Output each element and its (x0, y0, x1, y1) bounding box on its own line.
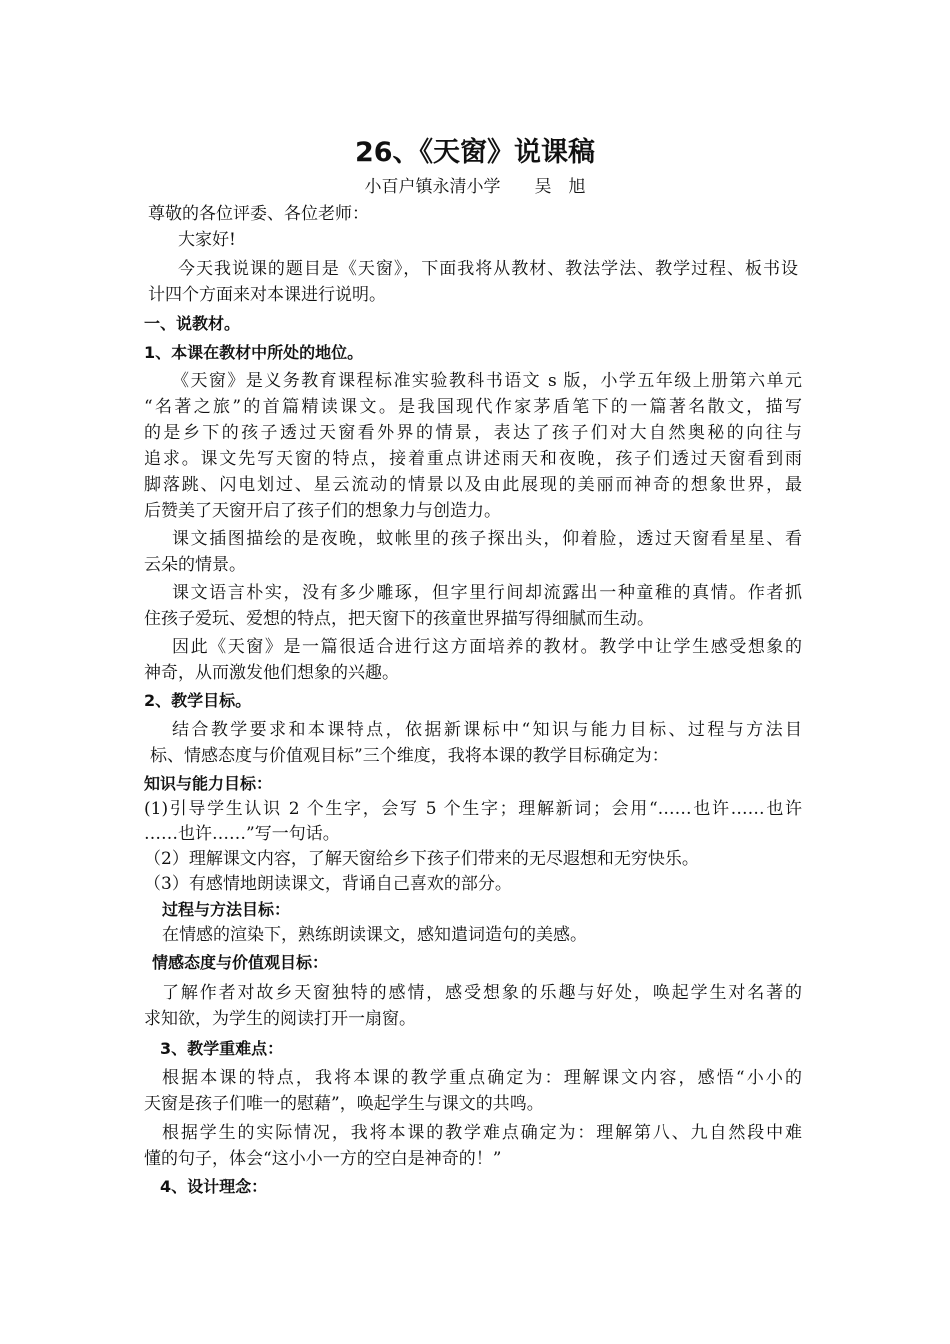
goal-text: 求知欲，为学生的阅读打开一扇窗。 (144, 1009, 416, 1029)
paragraph-line: 天窗是孩子们唯一的慰藉”，唤起学生与课文的共鸣。 (144, 1094, 544, 1114)
subsection-heading: 3、教学重难点： (160, 1039, 284, 1058)
goal-heading: 知识与能力目标： (144, 774, 273, 793)
section-heading: 一、说教材。 (144, 314, 241, 333)
author-line: 小百户镇永清小学 吴 旭 (364, 177, 586, 197)
paragraph-line: 《天窗》是义务教育课程标准实验教科书语文 s 版，小学五年级上册第六单元 (172, 371, 802, 391)
paragraph-line: 因此《天窗》是一篇很适合进行这方面培养的教材。教学中让学生感受想象的 (172, 637, 802, 657)
paragraph-line: 云朵的情景。 (144, 555, 246, 575)
goal-item: (1)引导学生认识 2 个生字，会写 5 个生字；理解新词；会用“……也许……也许 (144, 799, 802, 819)
goal-heading: 情感态度与价值观目标： (152, 953, 329, 972)
intro-line: 今天我说课的题目是《天窗》，下面我将从教材、教法学法、教学过程、板书设 (178, 259, 798, 279)
goal-item: ……也许……”写一句话。 (144, 824, 340, 844)
paragraph-line: “名著之旅”的首篇精读课文。是我国现代作家茅盾笔下的一篇著名散文，描写 (144, 397, 802, 417)
paragraph-line: 课文语言朴实，没有多少雕琢，但字里行间却流露出一种童稚的真情。作者抓 (172, 583, 802, 603)
goal-heading: 过程与方法目标： (162, 900, 291, 919)
goal-item: （3）有感情地朗读课文，背诵自己喜欢的部分。 (144, 874, 512, 894)
paragraph-line: 结合教学要求和本课特点，依据新课标中“知识与能力目标、过程与方法目 (172, 720, 802, 740)
paragraph-line: 后赞美了天窗开启了孩子们的想象力与创造力。 (144, 501, 501, 521)
intro-line: 计四个方面来对本课进行说明。 (148, 285, 386, 305)
paragraph-line: 根据本课的特点，我将本课的教学重点确定为：理解课文内容，感悟“小小的 (162, 1068, 802, 1088)
paragraph-line: 神奇，从而激发他们想象的兴趣。 (144, 663, 399, 683)
subsection-heading: 1、本课在教材中所处的地位。 (144, 343, 364, 362)
subsection-heading: 4、设计理念： (160, 1177, 268, 1196)
paragraph-line: 懂的句子，体会“这小小一方的空白是神奇的！” (144, 1149, 502, 1169)
greeting: 大家好! (178, 230, 236, 250)
subsection-heading: 2、教学目标。 (144, 691, 252, 710)
paragraph-line: 的是乡下的孩子透过天窗看外界的情景，表达了孩子们对大自然奥秘的向往与 (144, 423, 802, 443)
paragraph-line: 标、情感态度与价值观目标”三个维度，我将本课的教学目标确定为： (150, 746, 669, 766)
goal-text: 在情感的渲染下，熟练朗读课文，感知遣词造句的美感。 (162, 925, 587, 945)
paragraph-line: 课文插图描绘的是夜晚，蚊帐里的孩子探出头，仰着脸，透过天窗看星星、看 (172, 529, 802, 549)
goal-item: （2）理解课文内容，了解天窗给乡下孩子们带来的无尽遐想和无穷快乐。 (144, 849, 699, 869)
paragraph-line: 根据学生的实际情况，我将本课的教学难点确定为：理解第八、九自然段中难 (162, 1123, 802, 1143)
goal-text: 了解作者对故乡天窗独特的感情，感受想象的乐趣与好处，唤起学生对名著的 (162, 983, 802, 1003)
paragraph-line: 住孩子爱玩、爱想的特点，把天窗下的孩童世界描写得细腻而生动。 (144, 609, 654, 629)
paragraph-line: 脚落跳、闪电划过、星云流动的情景以及由此展现的美丽而神奇的想象世界，最 (144, 475, 802, 495)
salutation: 尊敬的各位评委、各位老师： (148, 204, 369, 224)
paragraph-line: 追求。课文先写天窗的特点，接着重点讲述雨天和夜晚，孩子们透过天窗看到雨 (144, 449, 802, 469)
document-title: 26、《天窗》说课稿 (354, 137, 596, 168)
